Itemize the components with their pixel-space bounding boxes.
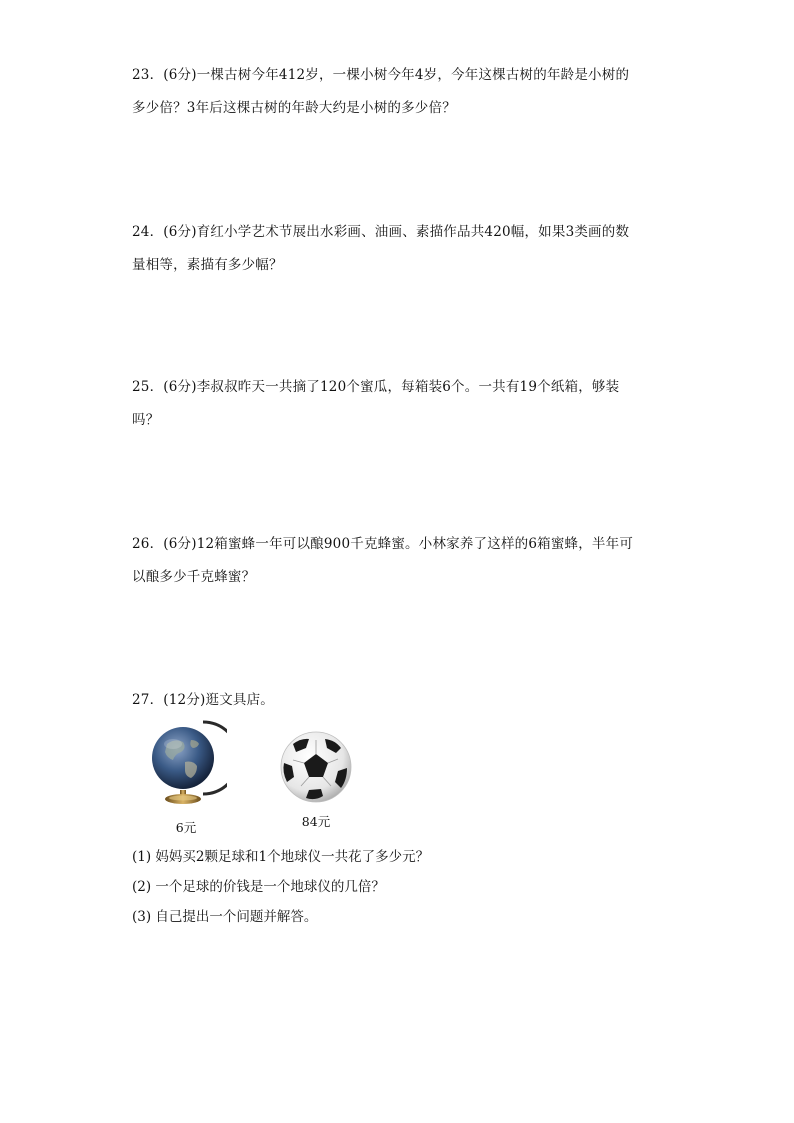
shop-item-soccer-ball — [276, 730, 356, 830]
question-text-line: 多少倍？3年后这棵古树的年龄大约是小树的多少倍？ — [132, 100, 456, 116]
question-24 — [132, 216, 662, 282]
sub-question-1: (1) 妈妈买2颗足球和1个地球仪一共花了多少元？ — [132, 849, 430, 865]
question-text-line: 24．(6分)育红小学艺术节展出水彩画、油画、素描作品共420幅，如果3类画的数 — [132, 224, 630, 240]
soccer-ball-icon — [279, 730, 353, 804]
question-text-line: 以酿多少千克蜂蜜？ — [132, 569, 256, 585]
question-25 — [132, 371, 662, 437]
globe-price: 6元 — [175, 820, 197, 835]
globe-icon — [145, 718, 227, 810]
question-23 — [132, 59, 662, 125]
shop-item-globe — [145, 718, 227, 836]
question-text-line: 26．(6分)12箱蜜蜂一年可以酿900千克蜂蜜。小林家养了这样的6箱蜜蜂，半年可 — [132, 536, 634, 552]
question-text-line: 量相等，素描有多少幅？ — [132, 257, 283, 273]
sub-question-2: (2) 一个足球的价钱是一个地球仪的几倍？ — [132, 879, 385, 895]
question-27 — [132, 684, 662, 717]
sub-question-3: (3) 自己提出一个问题并解答。 — [132, 909, 318, 925]
question-text-line: 吗？ — [132, 412, 160, 428]
question-26 — [132, 528, 662, 594]
question-text-line: 23．(6分)一棵古树今年412岁，一棵小树今年4岁，今年这棵古树的年龄是小树的 — [132, 67, 630, 83]
question-text-line: 25．(6分)李叔叔昨天一共摘了120个蜜瓜，每箱装6个。一共有19个纸箱，够装 — [132, 379, 620, 395]
question-text-line: 27．(12分)逛文具店。 — [132, 692, 274, 708]
soccer-ball-price: 84元 — [301, 814, 331, 829]
